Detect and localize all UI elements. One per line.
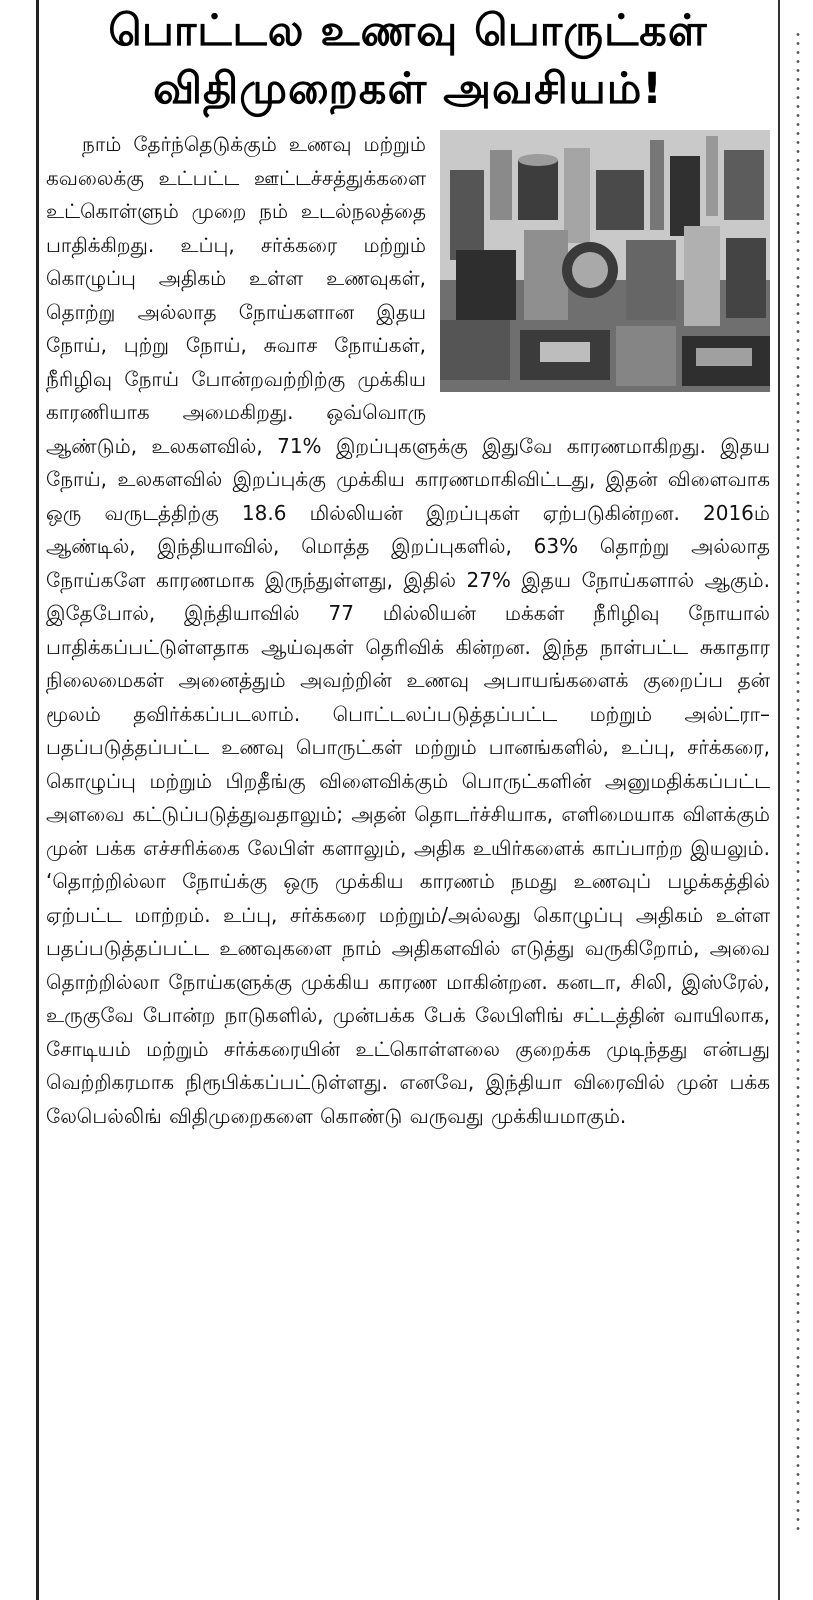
article-body: [46, 128, 770, 1133]
products-illustration: [440, 130, 770, 392]
dotted-separator: [796, 30, 800, 1530]
news-article: [46, 2, 770, 1133]
headline-line-2: விதிமுறைகள் அவசியம்!: [153, 64, 663, 114]
column-rule-left: [36, 0, 39, 1600]
article-body-text: நாம் தேர்ந்தெடுக்கும் உணவு மற்றும் கவலைக்கு உட்பட்ட ஊட்டச்சத்துக்களை உட்கொள்ளும் முறை நம் உடல்நலத்தை பாதிக்கிறது. உப்பு, சர்க்கரை மற்றும் கொழுப்பு அதிகம் உள்ள உணவுகள், தொற்று அல்லாத நோய்களான இதய நோய், புற்று நோய், சுவாச நோய்கள், நீரிழிவு நோய் போன்றவற்றிற்கு முக்கிய காரணியாக அமைகிறது. ஒவ்வொரு ஆண்டும், உலகளவில், 71% இறப்புகளுக்கு இதுவே காரணமாகிறது. இதய நோய், உலகளவில் இறப்புக்கு முக்கிய காரணமாகிவிட்டது, இதன் விளைவாக ஒரு வருடத்திற்கு 18.6 மில்லியன் இறப்புகள் ஏற்படுகின்றன. 2016ம் ஆண்டில், இந்தியாவில், மொத்த இறப்புகளில், 63% தொற்று அல்லாத நோய்களே காரணமாக இருந்துள்ளது, இதில் 27% இதய நோய்களால் ஆகும். இதேபோல், இந்தியாவில் 77 மில்லியன் மக்கள் நீரிழிவு நோயால் பாதிக்கப்பட்டுள்ளதாக ஆய்வுகள் தெரிவிக் கின்றன. இந்த நாள்பட்ட சுகாதார நிலைமைகள் அனைத்தும் அவற்றின் உணவு அபாயங்களைக் குறைப்ப தன் மூலம் தவிர்க்கப்படலாம். பொட்டலப்படுத்தப்பட்ட மற்றும் அல்ட்ரா–பதப்படுத்தப்பட்ட உணவு பொருட்கள் மற்றும் பானங்களில், உப்பு, சர்க்கரை, கொழுப்பு மற்றும் பிறதீங்கு விளைவிக்கும் பொருட்களின் அனுமதிக்கப்பட்ட அளவை கட்டுப்படுத்துவதாலும்; அதன் தொடர்ச்சியாக, எளிமையாக விளக்கும் முன் பக்க எச்சரிக்கை லேபிள் களாலும், அதிக உயிர்களைக் காப்பாற்ற இயலும். ‘தொற்றில்லா நோய்க்கு ஒரு முக்கிய காரணம் நமது உணவுப் பழக்கத்தில் ஏற்பட்ட மாற்றம். உப்பு, சர்க்கரை மற்றும்/அல்லது கொழுப்பு அதிகம் உள்ள பதப்படுத்தப்பட்ட உணவுகளை நாம் அதிகளவில் எடுத்து வருகிறோம், அவை தொற்றில்லா நோய்களுக்கு முக்கிய காரண மாகின்றன. கனடா, சிலி, இஸ்ரேல், உருகுவே போன்ற நாடுகளில், முன்பக்க பேக் லேபிளிங் சட்டத்தின் வாயிலாக, சோடியம் மற்றும் சர்க்கரையின் உட்கொள்ளலை குறைக்க முடிந்தது என்பது வெற்றிகரமாக நிரூபிக்கப்பட்டுள்ளது. எனவே, இந்தியா விரைவில் முன் பக்க லேபெல்லிங் விதிமுறைகளை கொண்டு வருவது முக்கியமாகும்.: [46, 132, 770, 1128]
headline-line-1: பொட்டல உணவு பொருட்கள்: [108, 6, 708, 56]
column-rule-right: [778, 0, 780, 1600]
packaged-food-products-photo: [440, 130, 770, 392]
article-headline: [46, 2, 770, 118]
